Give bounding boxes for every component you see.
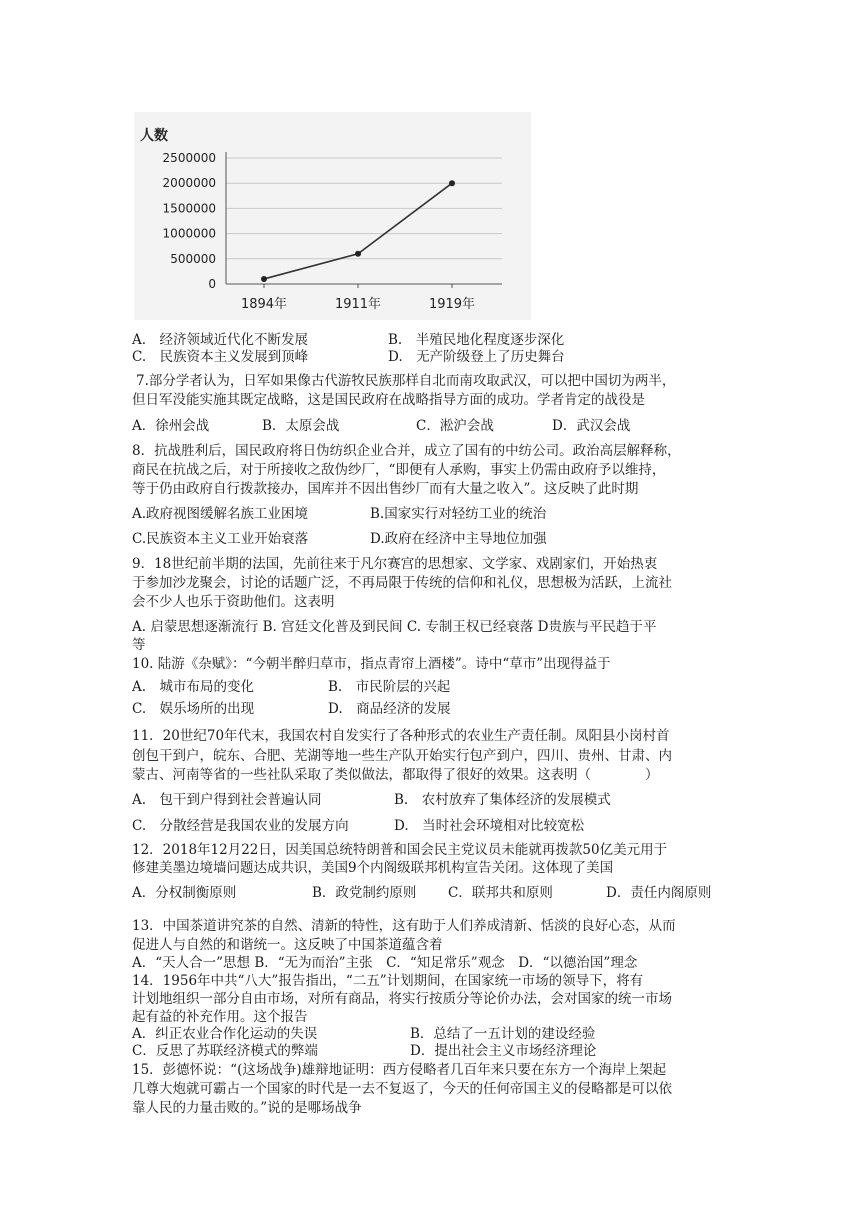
q8-stem-3: 等于仍由政府自行拨款接办，国库并不因出售纱厂而有大量之收入”。这反映了此时期 [132,481,639,497]
q8-option-c: C.民族资本主义工业开始衰落 [132,531,309,547]
data-point [355,251,361,257]
q14-stem-1: 14．1956年中共“八大”报告指出，“二五”计划期间，在国家统一市场的领导下，将有 [132,973,644,989]
q7-option-b: B．太原会战 [262,418,340,434]
q11-option-a: A. 包干到户得到社会普遍认同 [132,792,322,808]
q6-option-d: D. 无产阶级登上了历史舞台 [388,349,565,365]
q7-stem-2: 但日军没能实施其既定战略，这是国民政府在战略指导方面的成功。学者肯定的战役是 [132,392,645,408]
q13-stem-2: 促进人与自然的和谐统一。这反映了中国茶道蕴含着 [132,937,443,953]
q14-stem-3: 起有益的补充作用。这个报告 [132,1009,308,1025]
y-tick-label: 2500000 [162,151,216,165]
chart-svg [134,112,531,320]
q15-stem-3: 靠人民的力量击败的。”说的是哪场战争 [132,1100,362,1116]
y-tick-label: 0 [208,277,216,291]
q13-options: A．“天人合一”思想 B．“无为而治”主张 C．“知足常乐”观念 D．“以德治国”理念 [132,955,638,971]
q11-stem-2: 创包干到户，皖东、合肥、芜湖等地一些生产队开始实行包产到户，四川、贵州、甘肃、内 [132,748,672,764]
q15-stem-1: 15．彭德怀说：“(这场战争)雄辩地证明：西方侵略者几百年来只要在东方一个海岸上架起 [132,1062,667,1078]
q7-option-a: A．徐州会战 [132,418,210,434]
y-tick-label: 1000000 [162,226,216,241]
q14-option-b: B．总结了一五计划的建设经验 [410,1026,596,1042]
q9-options-2: 等 [132,637,146,653]
x-tick-label: 1911年 [334,297,382,312]
q6-option-b: B. 半殖民地化程度逐步深化 [388,332,565,348]
series-line [264,183,452,279]
q14-option-d: D．提出社会主义市场经济理论 [410,1043,597,1059]
q15-stem-2: 几尊大炮就可霸占一个国家的时代是一去不复返了，今天的任何帝国主义的侵略都是可以依 [132,1081,672,1097]
q10-stem: 10. 陆游《杂赋》：“今朝半醉归草市，指点青帘上酒楼”。诗中“草市”出现得益于 [132,656,611,672]
q12-option-c: C．联邦共和原则 [448,885,553,901]
q11-option-d: D. 当时社会环境相对比较宽松 [394,818,585,834]
q6-option-c: C. 民族资本主义发展到顶峰 [132,349,309,365]
q7-option-c: C．淞沪会战 [416,418,494,434]
population-line-chart [134,112,531,320]
q9-stem-1: 9．18世纪前半期的法国，先前往来于凡尔赛宫的思想家、文学家、戏剧家们，开始热衷 [132,556,658,572]
q11-option-b: B. 农村放弃了集体经济的发展模式 [394,792,611,808]
q9-stem-3: 会不少人也乐于资助他们。这表明 [132,594,335,610]
q7-option-d: D．武汉会战 [552,418,631,434]
q8-option-a: A.政府视图缓解名族工业困境 [132,506,309,522]
q13-stem-1: 13．中国茶道讲究茶的自然、清新的特性，这有助于人们养成清新、恬淡的良好心态，从而 [132,918,676,934]
x-tick-label: 1919年 [428,297,476,312]
q8-stem-2: 商民在抗战之后，对于所接收之敌伪纱厂，“即便有人承购，事实上仍需由政府予以维持， [132,462,666,478]
q11-stem-3: 蒙古、河南等省的一些社队采取了类似做法，都取得了很好的效果。这表明（ ） [132,767,659,783]
q11-option-c: C. 分散经营是我国农业的发展方向 [132,818,349,834]
y-tick-label: 2000000 [162,176,216,191]
q6-option-a: A. 经济领域近代化不断发展 [132,332,309,348]
q8-option-d: D.政府在经济中主导地位加强 [370,531,547,547]
q7-stem-1: 7.部分学者认为，日军如果像古代游牧民族那样自北而南攻取武汉，可以把中国切为两半， [136,373,676,389]
q9-stem-2: 于参加沙龙聚会，讨论的话题广泛，不再局限于传统的信仰和礼仪，思想极为活跃，上流社 [132,575,672,591]
q10-option-b: B. 市民阶层的兴起 [328,679,451,695]
q10-option-c: C. 娱乐场所的出现 [132,701,255,717]
q9-options-1: A. 启蒙思想逐渐流行 B. 宫廷文化普及到民间 C. 专制王权已经衰落 D贵族与平民趋于平 [132,619,657,635]
q14-option-c: C．反思了苏联经济模式的弊端 [132,1043,318,1059]
q8-stem-1: 8．抗战胜利后，国民政府将日伪纺织企业合并，成立了国有的中纺公司。政治高层解释称， [132,443,681,459]
q14-option-a: A．纠正农业合作化运动的失误 [132,1026,318,1042]
y-tick-label: 500000 [170,251,216,266]
data-point [449,180,455,186]
q12-option-a: A．分权制衡原则 [132,885,237,901]
q12-option-d: D．责任内阁原则 [606,885,712,901]
y-axis-label: 人数 [140,128,168,144]
q12-stem-2: 修建美墨边境墙问题达成共识，美国9个内阁级联邦机构宣告关闭。这体现了美国 [132,860,614,876]
q14-stem-2: 计划地组织一部分自由市场，对所有商品，将实行按质分等论价办法，会对国家的统一市场 [132,991,672,1007]
q12-option-b: B．政党制约原则 [312,885,417,901]
q10-option-a: A. 城市布局的变化 [132,679,255,695]
q12-stem-1: 12．2018年12月22日，因美国总统特朗普和国会民主党议员未能就再拨款50亿美元用于 [132,842,668,858]
data-point [261,276,267,282]
q11-stem-1: 11．20世纪70年代末，我国农村自发实行了各种形式的农业生产责任制。凤阳县小岗村首 [132,728,670,744]
y-tick-label: 1500000 [162,201,216,216]
x-tick-label: 1894年 [240,297,288,312]
q8-option-b: B.国家实行对轻纺工业的统治 [370,506,547,522]
q10-option-d: D. 商品经济的发展 [328,701,451,717]
